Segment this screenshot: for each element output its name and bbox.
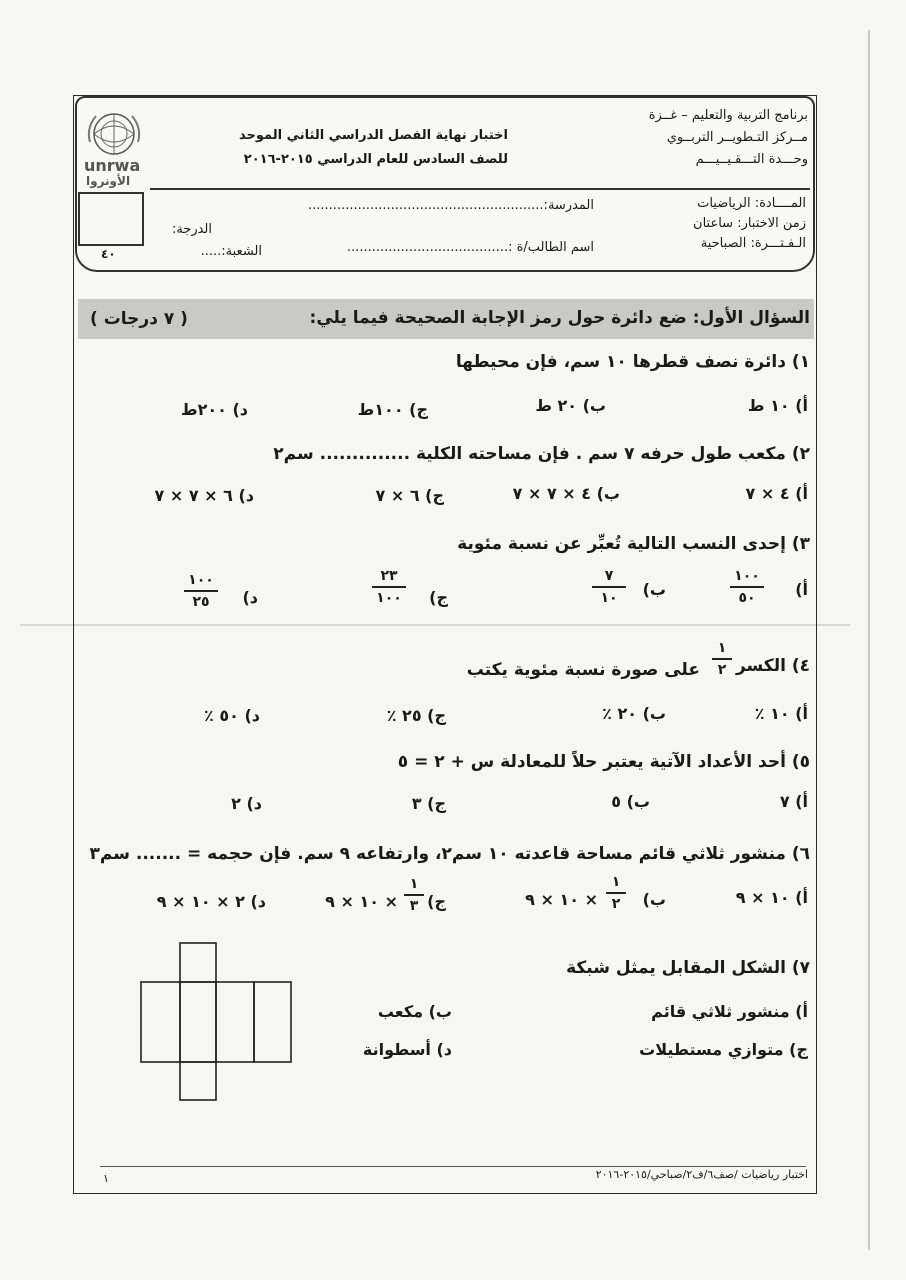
- item-1-option-c: ج) ١٠٠ط: [357, 400, 428, 419]
- item-3-fraction-c: ٢٣ ١٠٠: [372, 568, 406, 606]
- item-3-fraction-d: ١٠٠ ٢٥: [184, 572, 218, 610]
- item-4-option-c: ج) ٢٥ ٪: [386, 706, 446, 725]
- item-6-option-c-tail: × ١٠ × ٩: [325, 892, 398, 911]
- item-5-option-a: أ) ٧: [779, 792, 808, 811]
- student-name-field: اسم الطالب/ة :.......................................: [346, 240, 594, 255]
- item-4-fraction: ١ ٢: [712, 640, 732, 678]
- item-7-option-d: د) أسطوانة: [362, 1040, 452, 1059]
- org-line-3: وحـــدة التـــقـيــيـــم: [695, 152, 808, 167]
- item-6-option-b: ب): [642, 890, 666, 909]
- item-3-option-d: د): [242, 588, 258, 607]
- item-7-option-a: أ) منشور ثلاثي قائم: [651, 1002, 808, 1021]
- grade-box: [78, 192, 144, 246]
- item-2-option-b: ب) ٤ × ٧ × ٧: [512, 484, 620, 503]
- item-5-option-c: ج) ٣: [411, 794, 446, 813]
- item-1-option-d: د) ٢٠٠ط: [180, 400, 248, 419]
- item-1-option-a: أ) ١٠ ط: [747, 396, 808, 415]
- item-7-text: ٧) الشكل المقابل يمثل شبكة: [566, 958, 810, 978]
- org-line-1: برنامج التربية والتعليم – غــزة: [648, 108, 808, 123]
- item-6-fraction-c: ١ ٣: [404, 876, 424, 914]
- item-3-option-a: أ): [795, 580, 808, 599]
- item-6-fraction-b: ١ ٢: [606, 874, 626, 912]
- exam-subtitle: للصف السادس للعام الدراسي ٢٠١٥-٢٠١٦: [243, 152, 508, 167]
- item-3-option-c: ج): [429, 588, 448, 607]
- logo-text-en: unrwa: [84, 156, 141, 175]
- item-5-option-d: د) ٢: [231, 794, 262, 813]
- logo-text-ar: الأونروا: [86, 174, 131, 188]
- page-number: ١: [103, 1172, 109, 1185]
- item-6-text: ٦) منشور ثلاثي قائم مساحة قاعدته ١٠ سم٢، وارتفاعه ٩ سم. فإن حجمه = ....... سم٣: [89, 844, 810, 864]
- item-1-text: ١) دائرة نصف قطرها ١٠ سم، فإن محيطها: [455, 352, 810, 372]
- item-5-option-b: ب) ٥: [611, 792, 650, 811]
- period-label: الـفـتـــرة: الصباحية: [700, 236, 806, 251]
- subject-label: المــــادة: الرياضيات: [697, 196, 806, 211]
- item-2-option-a: أ) ٤ × ٧: [745, 484, 808, 503]
- item-3-option-b: ب): [642, 580, 666, 599]
- section-field: الشعبة:.....: [200, 244, 262, 259]
- item-4-option-a: أ) ١٠ ٪: [754, 704, 808, 723]
- item-7-option-b: ب) مكعب: [377, 1002, 452, 1021]
- cube-net-figure: [140, 942, 292, 1102]
- footer-line: [100, 1166, 806, 1167]
- org-line-2: مــركز التـطويــر التربــوي: [666, 130, 808, 145]
- item-7-option-c: ج) متوازي مستطيلات: [639, 1040, 808, 1059]
- school-field: المدرسة:.........................................................: [308, 198, 594, 213]
- item-3-fraction-a: ١٠٠ ٥٠: [730, 568, 764, 606]
- grade-label: الدرجة:: [171, 222, 212, 237]
- item-6-option-a: أ) ١٠ × ٩: [735, 888, 808, 907]
- footer-text: اختبار رياضيات /صف٦/ف٢/صباحي/٢٠١٥-٢٠١٦: [595, 1168, 808, 1181]
- item-6-option-d: د) ٢ × ١٠ × ٩: [156, 892, 266, 911]
- item-2-option-c: ج) ٦ × ٧: [375, 486, 444, 505]
- grade-total: ٤٠: [101, 247, 116, 261]
- item-2-text: ٢) مكعب طول حرفه ٧ سم . فإن مساحته الكلية .............. سم٢: [273, 444, 810, 464]
- item-3-text: ٣) إحدى النسب التالية تُعبِّر عن نسبة مئوية: [457, 534, 810, 554]
- duration-label: زمن الاختبار: ساعتان: [693, 216, 806, 231]
- item-3-fraction-b: ٧ ١٠: [592, 568, 626, 606]
- header-divider: [150, 188, 810, 190]
- item-4-option-d: د) ٥٠ ٪: [204, 706, 260, 725]
- question-1-title: السؤال الأول: ضع دائرة حول رمز الإجابة الصحيحة فيما يلي:: [309, 308, 810, 328]
- item-6-option-c: ج): [427, 892, 446, 911]
- item-6-option-b-tail: × ١٠ × ٩: [525, 890, 598, 909]
- item-4-text-end: على صورة نسبة مئوية يكتب: [466, 660, 700, 680]
- item-4-option-b: ب) ٢٠ ٪: [602, 704, 666, 723]
- item-4-text-start: ٤) الكسر: [735, 656, 810, 676]
- question-1-points: ( ٧ درجات ): [90, 309, 188, 329]
- paper-edge: [868, 30, 870, 1250]
- item-2-option-d: د) ٦ × ٧ × ٧: [154, 486, 254, 505]
- item-1-option-b: ب) ٢٠ ط: [535, 396, 606, 415]
- item-5-text: ٥) أحد الأعداد الآتية يعتبر حلاً للمعادلة س + ٢ = ٥: [397, 752, 810, 772]
- exam-title: اختبار نهاية الفصل الدراسي الثاني الموحد: [238, 128, 508, 143]
